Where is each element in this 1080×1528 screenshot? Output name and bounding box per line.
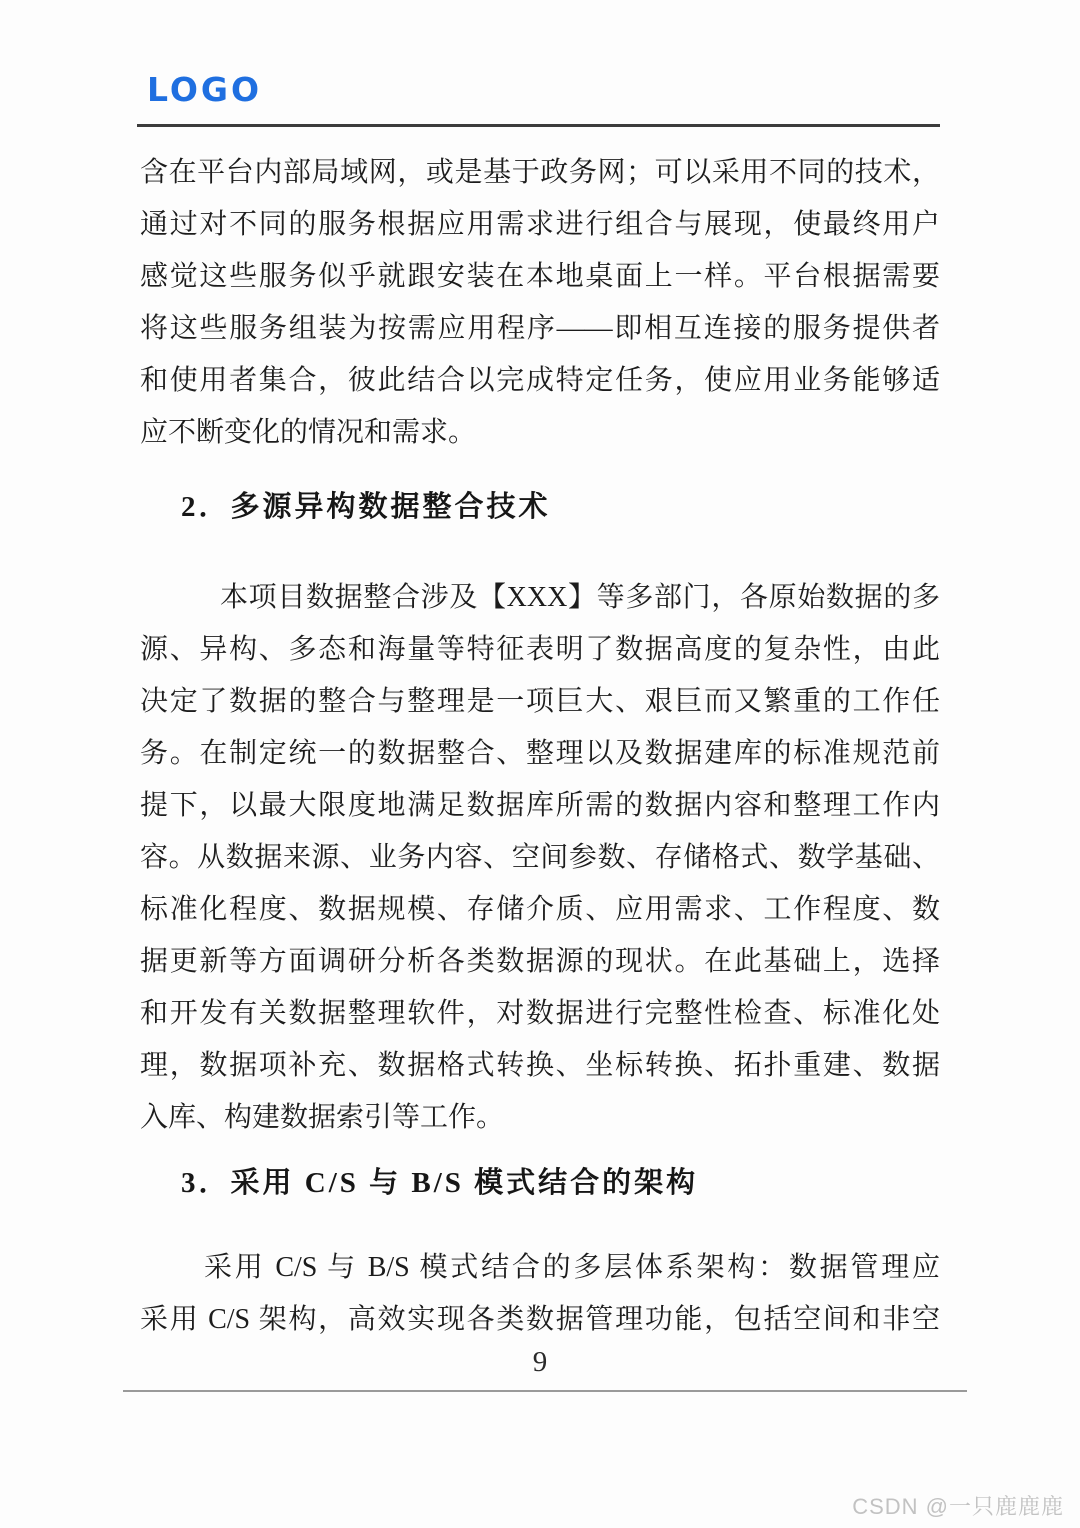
text-line: 和使用者集合，彼此结合以完成特定任务，使应用业务能够适 <box>140 365 940 396</box>
paragraph-3 <box>140 1242 940 1346</box>
text-line: 将这些服务组装为按需应用程序——即相互连接的服务提供者 <box>140 313 940 344</box>
text-line: 入库、构建数据索引等工作。 <box>140 1102 505 1133</box>
text-line: 和开发有关数据整理软件，对数据进行完整性检查、标准化处 <box>140 998 940 1029</box>
text-line: 应不断变化的情况和需求。 <box>140 417 477 448</box>
text-line: 采用 C/S 与 B/S 模式结合的多层体系架构：数据管理应 <box>204 1252 940 1283</box>
text-line: 感觉这些服务似乎就跟安装在本地桌面上一样。平台根据需要 <box>140 261 940 292</box>
watermark: CSDN @一只鹿鹿鹿 <box>852 1494 1064 1519</box>
section-heading-3: 3．采用 C/S 与 B/S 模式结合的架构 <box>181 1167 699 1199</box>
paragraph-1 <box>140 147 940 459</box>
text-line: 本项目数据整合涉及【XXX】等多部门，各原始数据的多 <box>220 582 940 613</box>
text-line: 理，数据项补充、数据格式转换、坐标转换、拓扑重建、数据 <box>140 1050 940 1081</box>
text-line: 决定了数据的整合与整理是一项巨大、艰巨而又繁重的工作任 <box>140 686 940 717</box>
footer-divider <box>123 1390 967 1392</box>
text-line: 提下，以最大限度地满足数据库所需的数据内容和整理工作内 <box>140 790 940 821</box>
text-line: 据更新等方面调研分析各类数据源的现状。在此基础上，选择 <box>140 946 940 977</box>
text-line: 采用 C/S 架构，高效实现各类数据管理功能，包括空间和非空 <box>140 1304 940 1335</box>
text-line: 源、异构、多态和海量等特征表明了数据高度的复杂性，由此 <box>140 634 940 665</box>
header-divider <box>137 124 940 127</box>
logo: LOGO <box>147 70 263 109</box>
section-heading-2: 2．多源异构数据整合技术 <box>181 491 551 523</box>
page-number: 9 <box>532 1346 548 1378</box>
text-line: 含在平台内部局域网，或是基于政务网；可以采用不同的技术， <box>140 157 940 188</box>
paragraph-2 <box>140 572 940 1144</box>
text-line: 容。从数据来源、业务内容、空间参数、存储格式、数学基础、 <box>140 842 940 873</box>
text-line: 通过对不同的服务根据应用需求进行组合与展现，使最终用户 <box>140 209 940 240</box>
text-line: 务。在制定统一的数据整合、整理以及数据建库的标准规范前 <box>140 738 940 769</box>
text-line: 标准化程度、数据规模、存储介质、应用需求、工作程度、数 <box>140 894 940 925</box>
